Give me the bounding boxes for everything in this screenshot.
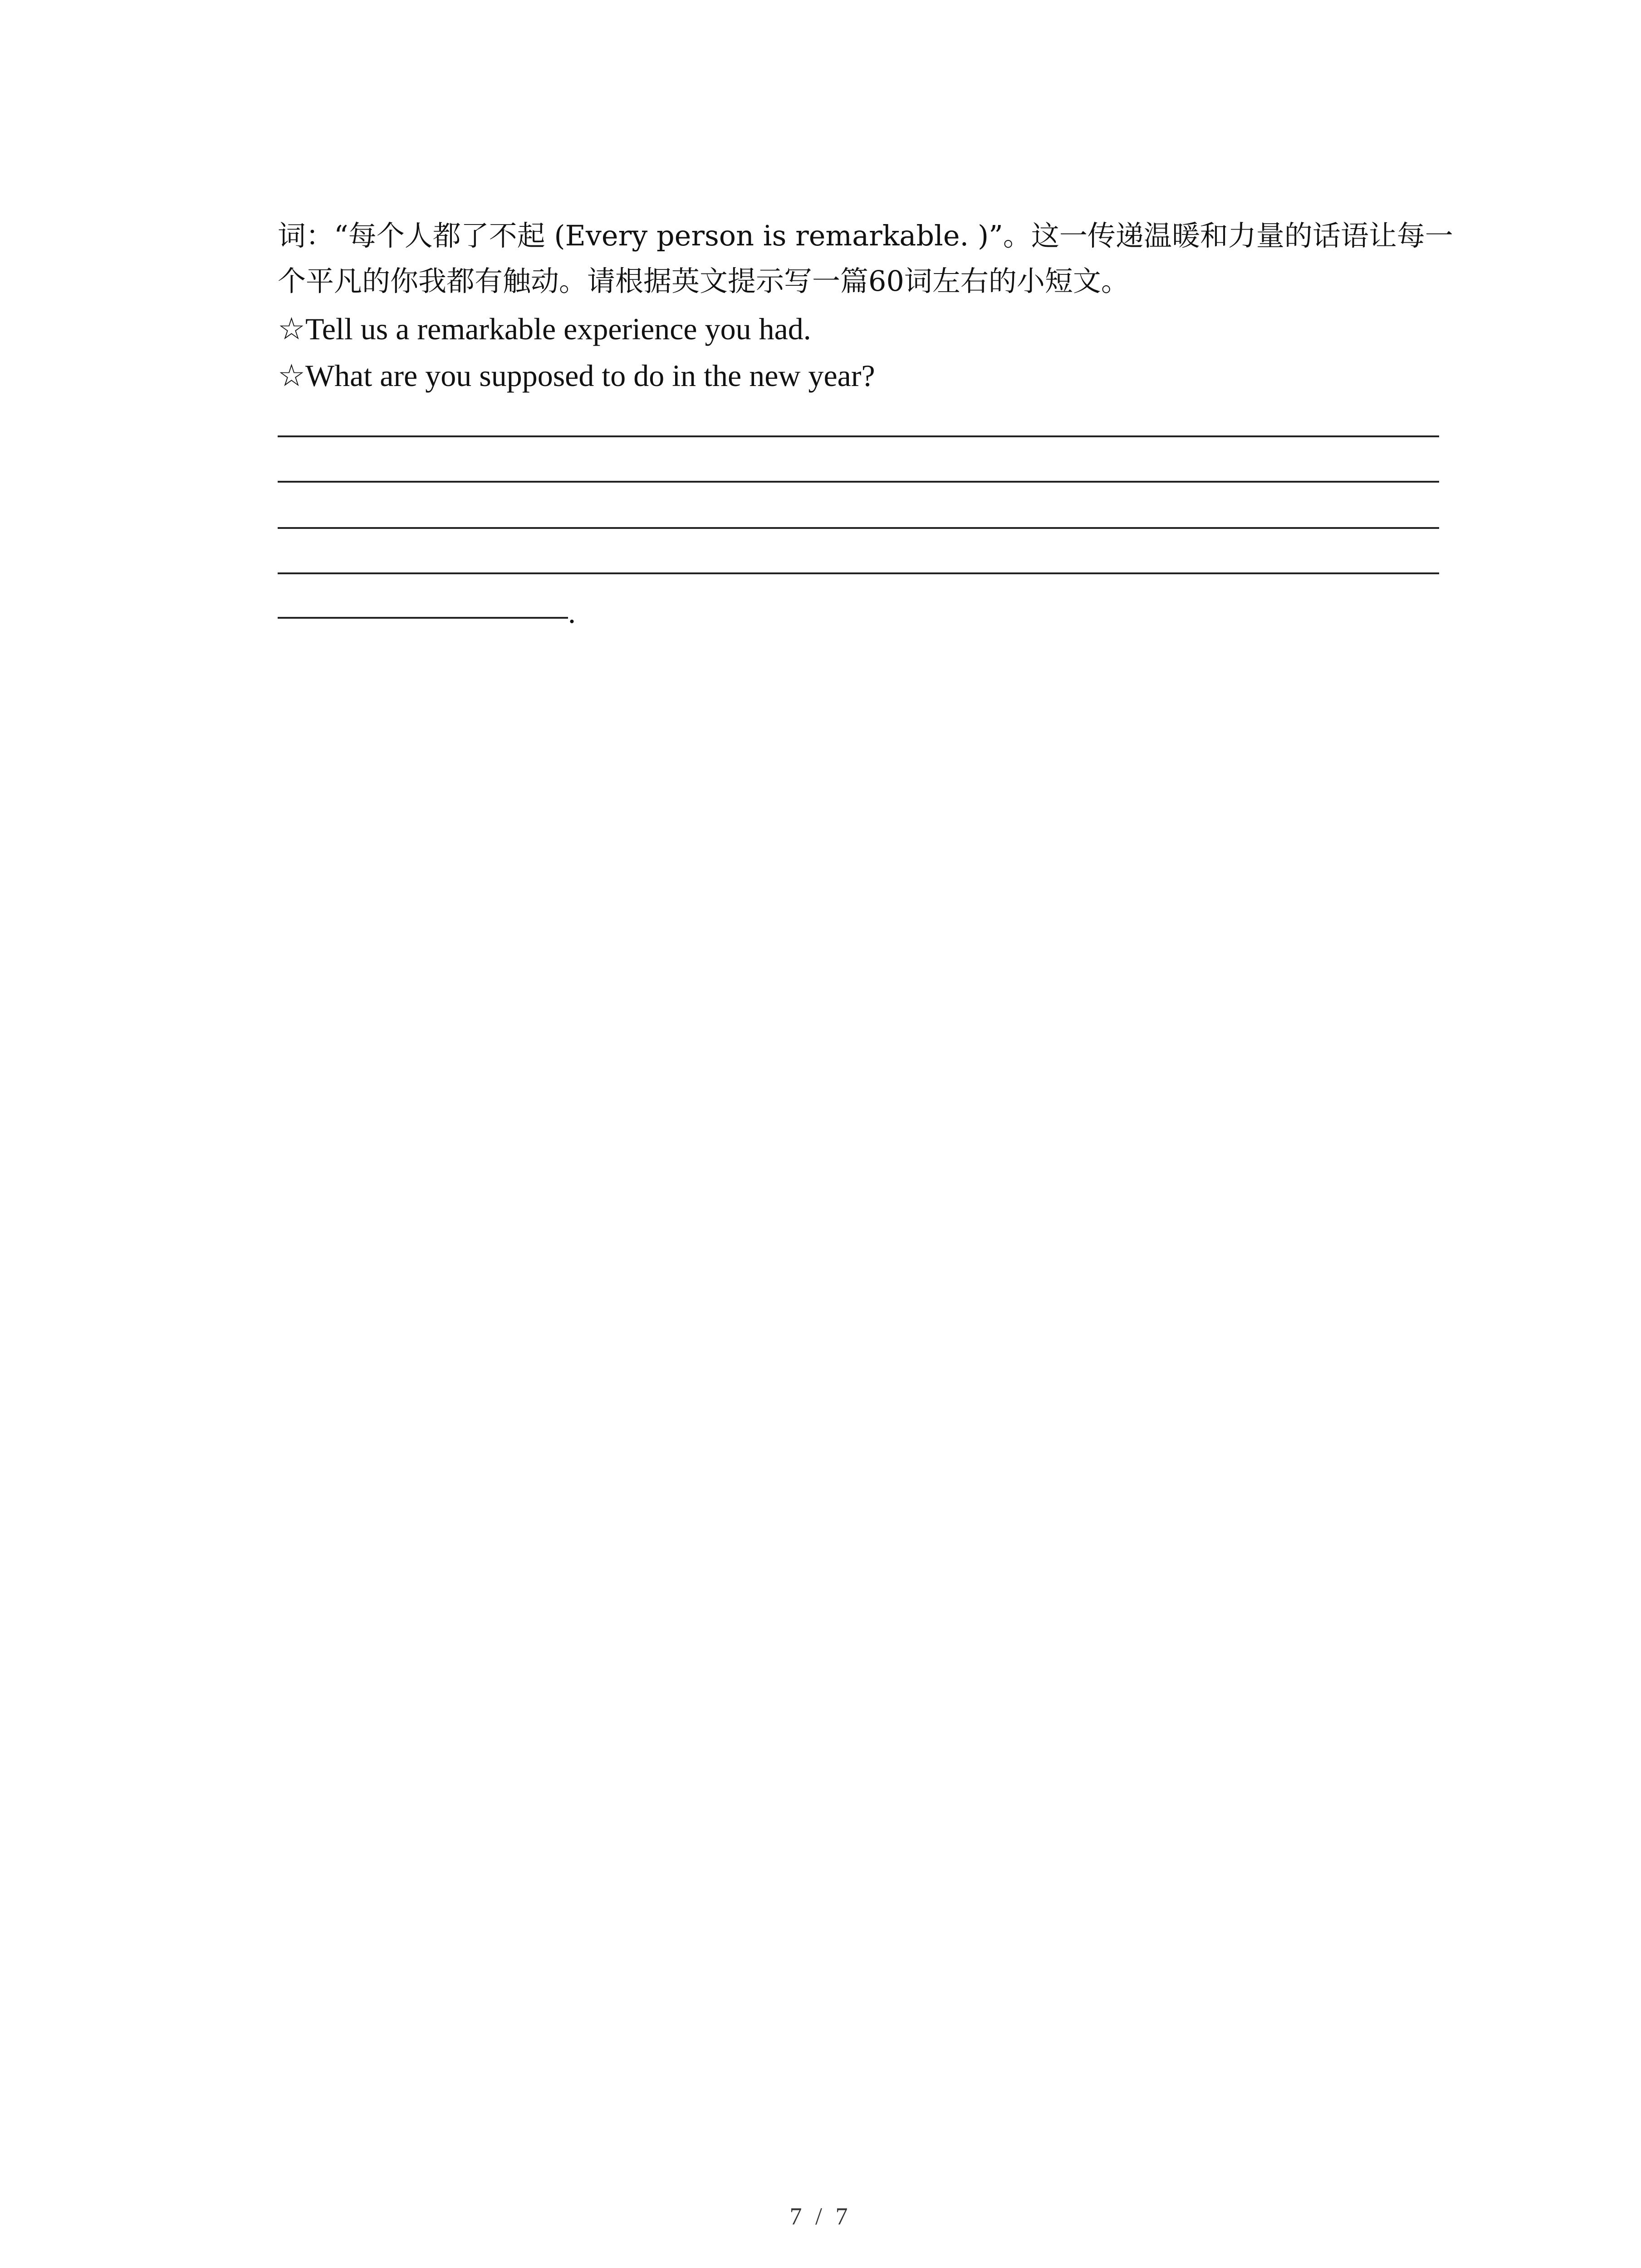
answer-line-1[interactable] xyxy=(278,435,1439,437)
prompt-line-1: 词：“每个人都了不起 (Every person is remarkable. )”。这一传递温暖和力量的话语让每一 xyxy=(278,219,1453,252)
answer-line-2[interactable] xyxy=(278,481,1439,483)
page-number: 7 / 7 xyxy=(789,2203,852,2230)
hint-new-year-plan: ☆What are you supposed to do in the new year? xyxy=(278,358,875,393)
answer-line-5-short[interactable] xyxy=(278,617,568,619)
prompt-line-2: 个平凡的你我都有触动。请根据英文提示写一篇60词左右的小短文。 xyxy=(278,264,1129,298)
answer-line-4[interactable] xyxy=(278,572,1439,574)
answer-closing-period: . xyxy=(568,595,576,630)
hint-remarkable-experience: ☆Tell us a remarkable experience you had. xyxy=(278,312,811,346)
answer-line-3[interactable] xyxy=(278,527,1439,529)
